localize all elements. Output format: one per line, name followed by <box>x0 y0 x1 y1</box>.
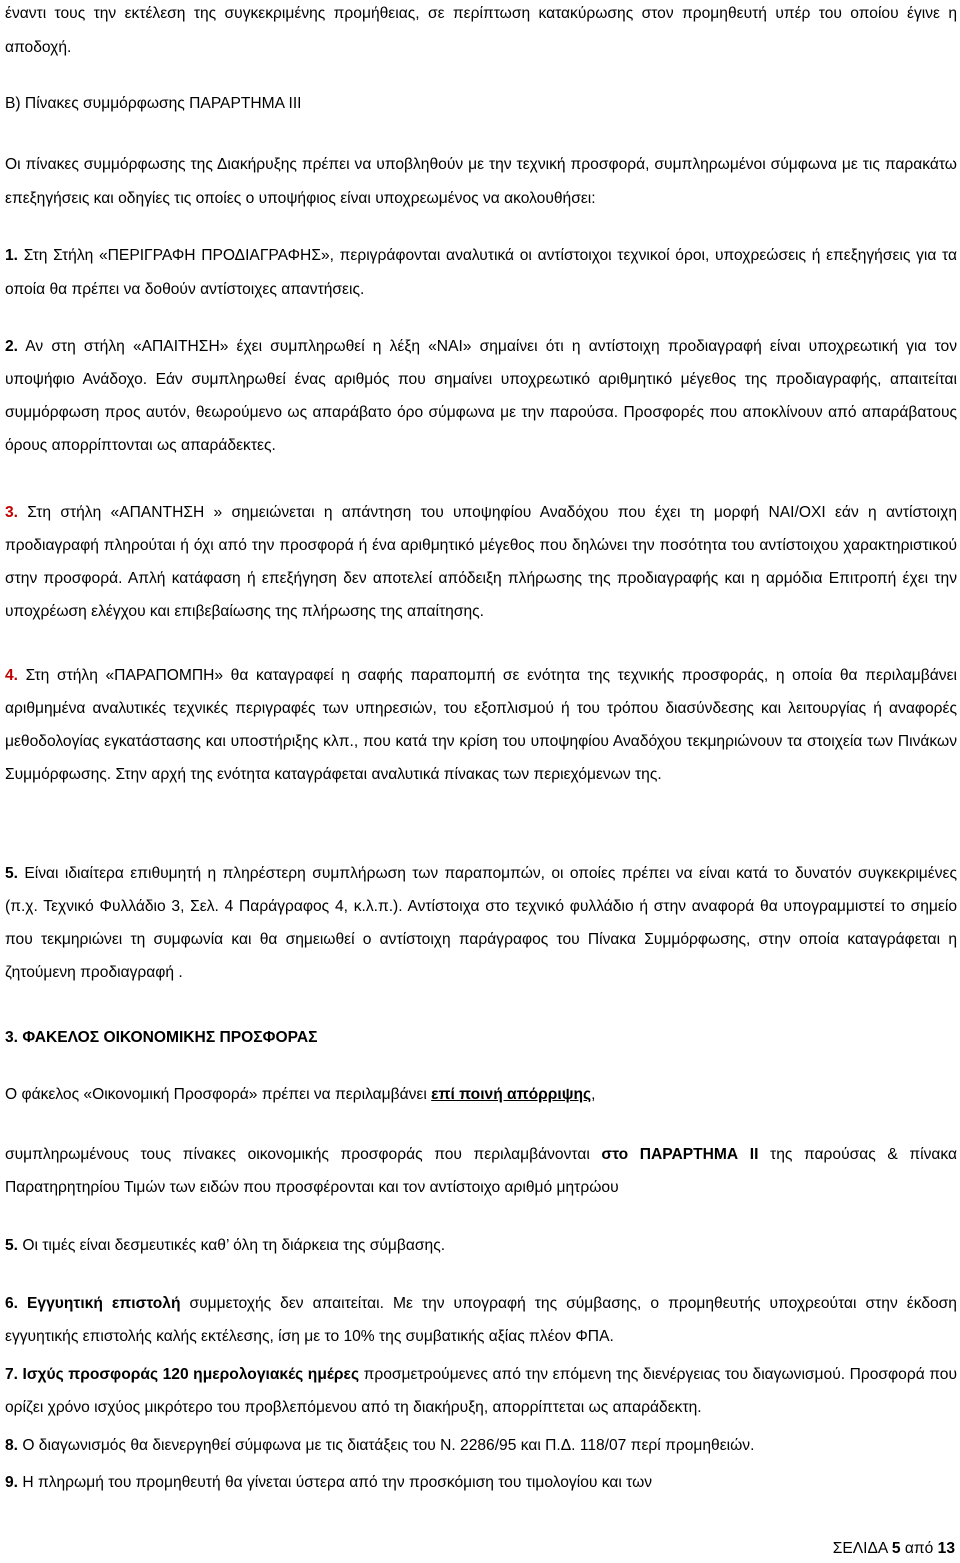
paragraph-7-bold: Ισχύς προσφοράς 120 ημερολογιακές ημέρες <box>18 1366 360 1383</box>
item-3 <box>5 496 957 628</box>
section-b-paragraph <box>5 148 957 215</box>
section-3-annex-text: στο ΠΑΡΑΡΤΗΜΑ ΙΙ <box>601 1146 759 1163</box>
item-1 <box>5 239 957 307</box>
paragraph-9-text: Η πληρωμή του προμηθευτή θα γίνεται ύστερα από την προσκόμιση του τιμολογίου και των <box>18 1474 653 1491</box>
section-3-line-b-end: της παρούσας & πίνακα Παρατηρητηρίου Τιμών των ειδών που προσφέρονται και τον αντίστοιχο αριθμό μητρώου <box>5 1146 958 1196</box>
paragraph-7-number: 7. <box>5 1366 19 1383</box>
paragraph-5-number: 5. <box>5 1237 19 1254</box>
item-1-text: Στη Στήλη «ΠΕΡΙΓΡΑΦΗ ΠΡΟΔΙΑΓΡΑΦΗΣ», περιγράφονται αναλυτικά οι αντίστοιχοι τεχνικοί όροι, υποχρεώσεις ή επεξηγήσεις για τα οποία θα πρέπει να δοθούν αντίστοιχες απαντήσεις. <box>5 247 957 299</box>
paragraph-6-bold: Εγγυητική επιστολή <box>18 1295 181 1312</box>
item-5-number: 5. <box>5 865 19 882</box>
paragraph-6-number: 6. <box>5 1295 19 1312</box>
paragraph-6 <box>5 1287 957 1353</box>
footer-total-pages: 13 <box>937 1540 955 1557</box>
paragraph-9-number: 9. <box>5 1474 19 1491</box>
section-3-heading-text: 3. ΦΑΚΕΛΟΣ ΟΙΚΟΝΟΜΙΚΗΣ ΠΡΟΣΦΟΡΑΣ <box>5 1029 318 1046</box>
paragraph-8-text: Ο διαγωνισμός θα διενεργηθεί σύμφωνα με τις διατάξεις του Ν. 2286/95 και Π.Δ. 118/07 περί προμηθειών. <box>18 1437 755 1454</box>
paragraph-9 <box>5 1473 957 1493</box>
footer-of: από <box>904 1540 934 1557</box>
paragraph-8 <box>5 1436 957 1456</box>
section-b-text: Οι πίνακες συμμόρφωσης της Διακήρυξης πρέπει να υποβληθούν με την τεχνική προσφορά, συμπληρωμένοι σύμφωνα με τις παρακάτω επεξηγήσεις και οδηγίες τις οποίες ο υποψήφιος είναι υποχρεωμένος να ακολουθήσει: <box>5 156 957 207</box>
item-4-number: 4. <box>5 667 19 684</box>
section-b-heading <box>5 94 957 114</box>
footer-page-number: 5 <box>891 1540 901 1557</box>
paragraph-8-number: 8. <box>5 1437 19 1454</box>
section-3-line-b-text: συμπληρωμένους τους πίνακες οικονομικής προσφοράς που περιλαμβάνονται <box>5 1146 602 1163</box>
paragraph-7-text: προσμετρούμενες από την επόμενη της διενέργειας του διαγωνισμού. Προσφορά που ορίζει χρόνο ισχύος μικρότερο του προβλεπόμενου από τη διακήρυξη, απορρίπτεται ως απαράδεκτη. <box>5 1366 957 1416</box>
item-3-number: 3. <box>5 504 19 521</box>
paragraph-5-text: Οι τιμές είναι δεσμευτικές καθ’ όλη τη διάρκεια της σύμβασης. <box>18 1237 446 1254</box>
section-3-line-a <box>5 1085 957 1105</box>
paragraph-6-text: συμμετοχής δεν απαιτείται. Με την υπογραφή της σύμβασης, ο προμηθευτής υποχρεούται στην έκδοση εγγυητικής επιστολής καλής εκτέλεσης, ίση με το 10% της συμβατικής αξίας πλέον ΦΠΑ. <box>5 1295 957 1345</box>
intro-paragraph <box>5 0 957 64</box>
item-2 <box>5 330 957 462</box>
intro-text: έναντι τους την εκτέλεση της συγκεκριμένης προμήθειας, σε περίπτωση κατακύρωσης στον προμηθευτή υπέρ του οποίου έγινε η αποδοχή. <box>5 5 957 56</box>
section-b-heading-text: Β) Πίνακες συμμόρφωσης ΠΑΡΑΡΤΗΜΑ ΙΙΙ <box>5 95 302 112</box>
item-2-number: 2. <box>5 338 19 355</box>
section-3-line-a-text: Ο φάκελος «Οικονομική Προσφορά» πρέπει να περιλαμβάνει <box>5 1086 432 1103</box>
item-4-text: Στη στήλη «ΠΑΡΑΠΟΜΠΗ» θα καταγραφεί η σαφής παραπομπή σε ενότητα της τεχνικής προσφοράς, η οποία θα περιλαμβάνει αριθμημένα αναλυτικές τεχνικές περιγραφές των υπηρεσιών, του εξοπλισμού ή του τρόπου διασύνδεσης και λειτουργίας ή αναφορές μεθοδολογίας εγκατάστασης και υποστήριξης κλπ., που κατά την κρίση του υποψηφίου Αναδόχου τεκμηριώνουν τα στοιχεία των Πινάκων Συμμόρφωσης. Στην αρχή της ενότητα καταγράφεται αναλυτικά πίνακας των περιεχόμενων της. <box>5 667 957 783</box>
item-4 <box>5 659 957 791</box>
item-5-text: Είναι ιδιαίτερα επιθυμητή η πληρέστερη συμπλήρωση των παραπομπών, οι οποίες πρέπει να είναι κατά το δυνατόν συγκεκριμένες (π.χ. Τεχνικό Φυλλάδιο 3, Σελ. 4 Παράγραφος 4, κ.λ.π.). Αντίστοιχα στο τεχνικό φυλλάδιο ή στην αναφορά θα υπογραμμιστεί το σημείο που τεκμηριώνει τη συμφωνία και θα σημειωθεί ο αντίστοιχη παράγραφος του Πίνακα Συμμόρφωσης, στην οποία καταγράφεται η ζητούμενη προδιαγραφή . <box>5 865 957 981</box>
item-1-number: 1. <box>5 247 19 264</box>
item-2-text: Αν στη στήλη «ΑΠΑΙΤΗΣΗ» έχει συμπληρωθεί η λέξη «ΝΑΙ» σημαίνει ότι η αντίστοιχη προδιαγραφή είναι υποχρεωτική για τον υποψήφιο Ανάδοχο. Εάν συμπληρωθεί ένας αριθμός που σημαίνει υποχρεωτικό αριθμητικό μέγεθος της προδιαγραφής, απαιτείται συμμόρφωση προς αυτόν, θεωρούμενο ως απαράβατο όρο σύμφωνα με την παρούσα. Προσφορές που αποκλίνουν από απαράβατους όρους απορρίπτονται ως απαράδεκτες. <box>5 338 957 454</box>
section-3-line-a-end: , <box>591 1086 596 1103</box>
page-footer <box>833 1540 955 1558</box>
item-3-text: Στη στήλη «ΑΠΑΝΤΗΣΗ » σημειώνεται η απάντηση του υποψηφίου Αναδόχου που έχει τη μορφή ΝΑΙ/ΟΧΙ εάν η αντίστοιχη προδιαγραφή πληρούται ή όχι από την προσφορά ή ένα αριθμητικό μέγεθος που δηλώνει την ποσότητα του αντίστοιχου χαρακτηριστικού στην προσφορά. Απλή κατάφαση ή επεξήγηση δεν αποτελεί απόδειξη πλήρωσης της προδιαγραφής και η αρμόδια Επιτροπή έχει την υποχρέωση ελέγχου και επιβεβαίωσης της πλήρωσης της απαίτησης. <box>5 504 957 620</box>
section-3-line-b <box>5 1138 957 1204</box>
paragraph-7 <box>5 1358 957 1424</box>
section-3-penalty-text: επί ποινή απόρριψης <box>431 1086 592 1103</box>
paragraph-5 <box>5 1236 957 1256</box>
section-3-heading <box>5 1028 957 1048</box>
footer-label: ΣΕΛΙΔΑ <box>832 1540 888 1557</box>
item-5 <box>5 857 957 989</box>
